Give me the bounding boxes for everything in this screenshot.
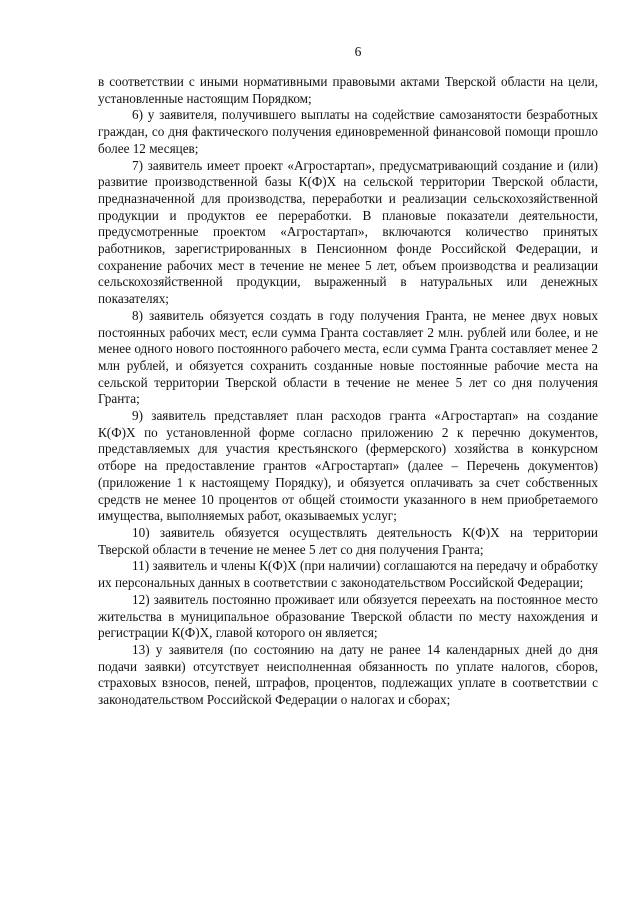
paragraph-item-6: 6) у заявителя, получившего выплаты на содействие самозанятости безработных граждан, со дня фактического получения единовременной финансовой помощи прошло более 12 месяцев; <box>98 107 598 156</box>
paragraph-item-8: 8) заявитель обязуется создать в году получения Гранта, не менее двух новых постоянных рабочих мест, если сумма Гранта составляет 2 млн. рублей или более, и не менее одного нового постоянного рабочего места, если сумма Гранта составляет менее 2 млн рублей, и обязуется сохранить созданные новые постоянные рабочие места на сельской территории Тверской области в течение не менее 5 лет со дня получения Гранта; <box>98 307 598 407</box>
page-number: 6 <box>354 44 362 59</box>
paragraph-item-13: 13) у заявителя (по состоянию на дату не ранее 14 календарных дней до дня подачи заявки) отсутствует неисполненная обязанность по уплате налогов, сборов, страховых взносов, пеней, штрафов, процентов, подлежащих уплате в соответствии с законодательством Российской Федерации о налогах и сборах; <box>98 641 598 708</box>
paragraph-item-7: 7) заявитель имеет проект «Агростартап», предусматривающий создание и (или) развитие производственной базы К(Ф)Х на сельской территории Тверской области, предназначенной для производства, переработки и реализации сельскохозяйственной продукции и продуктов ее переработки. В плановые показатели деятельности, предусмотренные проектом «Агростартап», включаются количество принятых работников, зарегистрированных в Пенсионном фонде Российской Федерации, и сохранение рабочих мест в течение не менее 5 лет, объем производства и реализации сельскохозяйственной продукции, выраженный в натуральных или денежных показателях; <box>98 157 598 307</box>
paragraph-item-9: 9) заявитель представляет план расходов гранта «Агростартап» на создание К(Ф)Х по установленной форме согласно приложению 2 к перечню документов, представляемых для участия крестьянского (фермерского) хозяйства в конкурсном отборе на предоставление грантов «Агростартап» (далее – Перечень документов) (приложение 1 к настоящему Порядку), и обязуется оплачивать за счет собственных средств не менее 10 процентов от общей стоимости указанного в нем приобретаемого имущества, выполняемых работ, оказываемых услуг; <box>98 408 598 524</box>
paragraph-item-11: 11) заявитель и члены К(Ф)Х (при наличии) соглашаются на передачу и обработку их персональных данных в соответствии с законодательством Российской Федерации; <box>98 558 598 591</box>
paragraph-item-12: 12) заявитель постоянно проживает или обязуется переехать на постоянное место жительства в муниципальное образование Тверской области по месту нахождения и регистрации К(Ф)Х, главой которого он является; <box>98 591 598 641</box>
paragraph-item-10: 10) заявитель обязуется осуществлять деятельность К(Ф)Х на территории Тверской области в течение не менее 5 лет со дня получения Гранта; <box>98 524 598 557</box>
paragraph-continuation: в соответствии с иными нормативными правовыми актами Тверской области на цели, установленные настоящим Порядком; <box>98 74 598 106</box>
